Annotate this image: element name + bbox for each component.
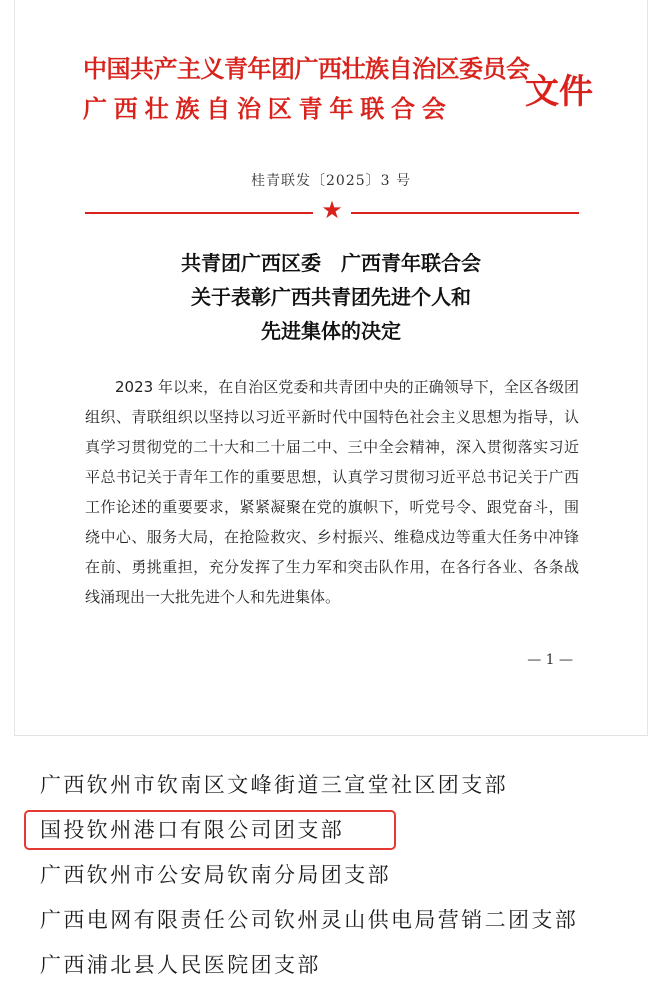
red-divider-right xyxy=(351,212,579,214)
org-name-line-2: 广西壮族自治区青年联合会 xyxy=(83,94,453,123)
title-line-1: 共青团广西区委 广西青年联合会 xyxy=(181,251,481,275)
document-suffix: 文件 xyxy=(525,72,593,112)
list-item-highlighted: 国投钦州港口有限公司团支部 xyxy=(40,818,345,842)
highlight-box xyxy=(24,810,396,850)
list-item: 广西钦州市钦南区文峰街道三宣堂社区团支部 xyxy=(40,773,508,797)
org-name-line-1: 中国共产主义青年团广西壮族自治区委员会 xyxy=(83,54,530,83)
document-number: 桂青联发〔2025〕3 号 xyxy=(251,173,411,189)
list-item: 广西钦州市公安局钦南分局团支部 xyxy=(40,863,391,887)
title-line-3: 先进集体的决定 xyxy=(261,319,401,343)
document-page xyxy=(14,0,648,736)
document-header xyxy=(83,48,603,134)
title-line-2: 关于表彰广西共青团先进个人和 xyxy=(191,285,471,309)
document-title xyxy=(15,246,647,348)
page-number: — 1 — xyxy=(527,652,573,668)
body-paragraph: 2023 年以来，在自治区党委和共青团中央的正确领导下，全区各级团组织、青联组织以坚持以习近平新时代中国特色社会主义思想为指导，认真学习贯彻党的二十大和二十届二中、三中全会精神，深入贯彻落实习近平总书记关于青年工作的重要思想，认真学习贯彻习近平总书记关于广西工作论述的重要要求，紧紧凝聚在党的旗帜下，听党号令、跟党奋斗，围绕中心、服务大局，在抢险救灾、乡村振兴、维稳戍边等重大任务中冲锋在前、勇挑重担，充分发挥了生力军和突击队作用，在各行各业、各条战线涌现出一大批先进个人和先进集体。 xyxy=(85,378,579,606)
list-item: 广西电网有限责任公司钦州灵山供电局营销二团支部 xyxy=(40,908,579,932)
list-item: 广西浦北县人民医院团支部 xyxy=(40,953,321,977)
star-icon: ★ xyxy=(321,196,343,224)
red-divider-left xyxy=(85,212,313,214)
